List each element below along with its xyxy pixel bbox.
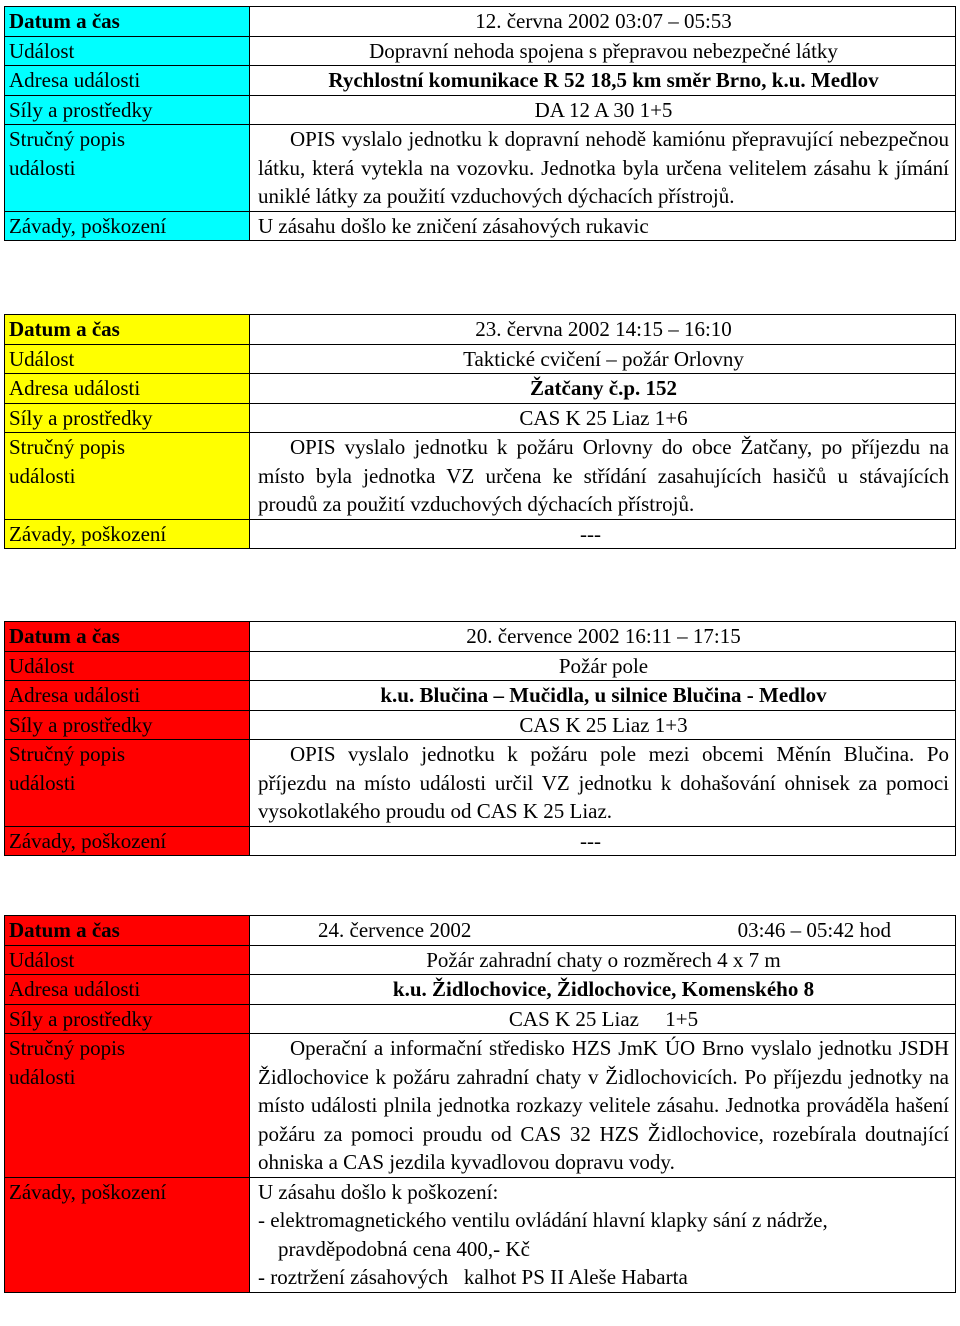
label-damage: Závady, poškození xyxy=(5,211,250,241)
label-datetime: Datum a čas xyxy=(5,7,250,37)
record-3-description: OPIS vyslalo jednotku k požáru pole mezi obcemi Měnín Blučina. Po příjezdu na místo události určil VZ jednotku k dohašování ohnisek za pomoci vysokotlakého proudu od CAS K 25 Liaz. xyxy=(250,740,956,827)
record-3-datetime: 20. července 2002 16:11 – 17:15 xyxy=(250,622,956,652)
label-description xyxy=(5,125,250,212)
label-description-line2: události xyxy=(9,155,76,180)
record-2-resources: CAS K 25 Liaz 1+6 xyxy=(250,403,956,433)
label-resources: Síly a prostředky xyxy=(5,710,250,740)
record-1-address: Rychlostní komunikace R 52 18,5 km směr Brno, k.u. Medlov xyxy=(250,66,956,96)
label-resources: Síly a prostředky xyxy=(5,95,250,125)
record-1 xyxy=(4,6,956,241)
record-2-address: Žatčany č.p. 152 xyxy=(250,374,956,404)
record-4-description: Operační a informační středisko HZS JmK ÚO Brno vyslalo jednotku JSDH Židlochovice k požáru zahradní chaty v Židlochovicích. Po příjezdu jednotky na místo události plnila jednotka rozkazy velitele zásahu. Jednotka prováděla hašení požáru za pomoci proudu od CAS 32 HZS Židlochovice, rozebírala doutnající ohniska a CAS jezdila kyvadlovou dopravu vody. xyxy=(250,1034,956,1178)
record-2-description: OPIS vyslalo jednotku k požáru Orlovny do obce Žatčany, po příjezdu na místo byla jednotka VZ určena ke střídání zasahujících hasičů u stávajících proudů za použití vzduchových dýchacích přístrojů. xyxy=(250,433,956,520)
label-resources: Síly a prostředky xyxy=(5,403,250,433)
label-description xyxy=(5,740,250,827)
label-description-line1: Stručný popis xyxy=(9,1036,126,1060)
label-address: Adresa události xyxy=(5,66,250,96)
record-4-time: 03:46 – 05:42 hod xyxy=(737,918,891,942)
record-3-event: Požár pole xyxy=(250,651,956,681)
record-4-event: Požár zahradní chaty o rozměrech 4 x 7 m xyxy=(250,945,956,975)
record-2-damage: --- xyxy=(250,519,956,549)
label-description xyxy=(5,433,250,520)
record-3-address: k.u. Blučina – Mučidla, u silnice Blučina - Medlov xyxy=(250,681,956,711)
record-2-event: Taktické cvičení – požár Orlovny xyxy=(250,344,956,374)
record-3-damage: --- xyxy=(250,826,956,856)
record-2 xyxy=(4,314,956,549)
record-4-damage-item-1: - elektromagnetického ventilu ovládání hlavní klapky sání z nádrže, xyxy=(258,1208,828,1232)
label-address: Adresa události xyxy=(5,975,250,1005)
record-3 xyxy=(4,621,956,856)
label-datetime: Datum a čas xyxy=(5,622,250,652)
label-address: Adresa události xyxy=(5,374,250,404)
label-description-line2: události xyxy=(9,1064,76,1089)
label-description-line1: Stručný popis xyxy=(9,435,126,459)
label-description-line2: události xyxy=(9,770,76,795)
label-event: Událost xyxy=(5,945,250,975)
record-1-event: Dopravní nehoda spojena s přepravou nebezpečné látky xyxy=(250,36,956,66)
label-datetime: Datum a čas xyxy=(5,315,250,345)
label-event: Událost xyxy=(5,36,250,66)
label-event: Událost xyxy=(5,651,250,681)
record-4-date: 24. července 2002 xyxy=(318,918,472,942)
label-address: Adresa události xyxy=(5,681,250,711)
label-description-line1: Stručný popis xyxy=(9,742,126,766)
record-4-resources: CAS K 25 Liaz 1+5 xyxy=(250,1004,956,1034)
label-description-line1: Stručný popis xyxy=(9,127,126,151)
label-damage: Závady, poškození xyxy=(5,519,250,549)
record-4-damage xyxy=(250,1177,956,1292)
record-3-resources: CAS K 25 Liaz 1+3 xyxy=(250,710,956,740)
record-1-datetime: 12. června 2002 03:07 – 05:53 xyxy=(250,7,956,37)
label-description xyxy=(5,1034,250,1178)
record-4-datetime xyxy=(250,916,956,946)
record-4 xyxy=(4,915,956,1293)
record-1-description: OPIS vyslalo jednotku k dopravní nehodě kamiónu přepravující nebezpečnou látku, která vytekla na vozovku. Jednotka byla určena velitelem zásahu k jímání uniklé látky za použití vzduchových dýchacích přístrojů. xyxy=(250,125,956,212)
record-1-resources: DA 12 A 30 1+5 xyxy=(250,95,956,125)
record-4-damage-item-2: - roztržení zásahových kalhot PS II Aleše Habarta xyxy=(258,1265,688,1289)
label-resources: Síly a prostředky xyxy=(5,1004,250,1034)
record-4-address: k.u. Židlochovice, Židlochovice, Komenského 8 xyxy=(250,975,956,1005)
record-4-damage-intro: U zásahu došlo k poškození: xyxy=(258,1179,499,1204)
label-description-line2: události xyxy=(9,463,76,488)
label-event: Událost xyxy=(5,344,250,374)
record-1-damage: U zásahu došlo ke zničení zásahových rukavic xyxy=(250,211,956,241)
label-datetime: Datum a čas xyxy=(5,916,250,946)
label-damage: Závady, poškození xyxy=(5,1177,250,1292)
record-4-damage-item-1-cont: pravděpodobná cena 400,- Kč xyxy=(278,1236,530,1261)
record-2-datetime: 23. června 2002 14:15 – 16:10 xyxy=(250,315,956,345)
label-damage: Závady, poškození xyxy=(5,826,250,856)
